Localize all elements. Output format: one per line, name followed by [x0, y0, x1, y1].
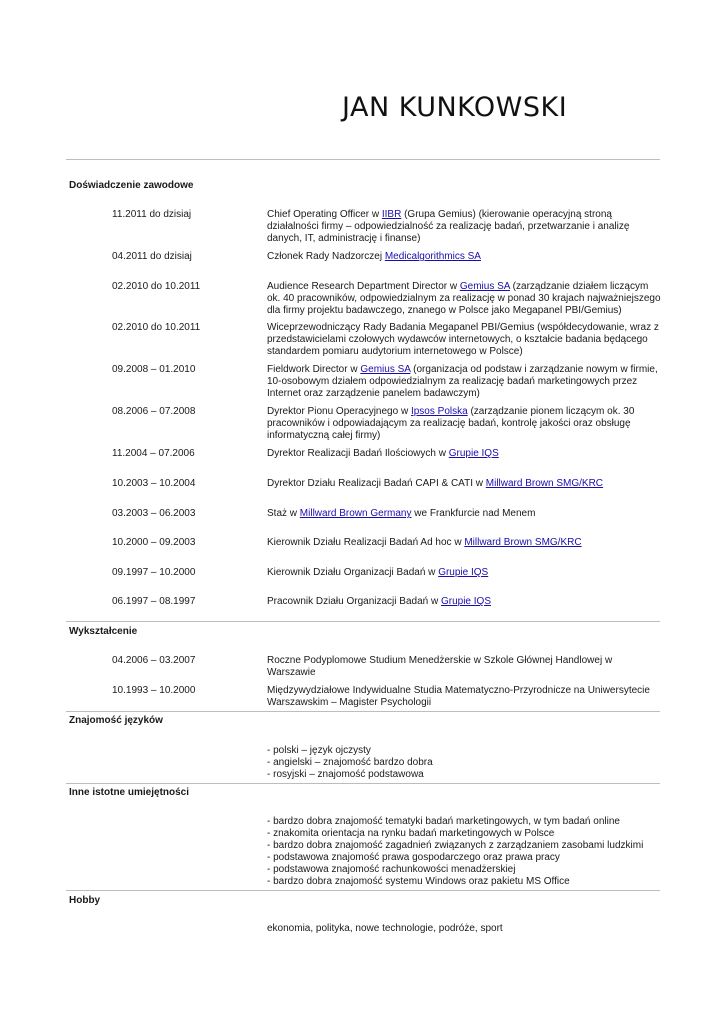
entry-description — [267, 508, 662, 520]
divider — [66, 890, 660, 891]
company-link[interactable]: IIBR — [381, 209, 402, 220]
entry-description — [267, 655, 662, 679]
entry-text: Kierownik Działu Realizacji Badań Ad hoc w — [267, 537, 465, 548]
entry-date: 11.2011 do dzisiaj — [112, 209, 192, 220]
entry-date: 09.2008 – 01.2010 — [112, 364, 196, 375]
list-item: - podstawowa znajomość prawa gospodarczego oraz prawa pracy — [267, 852, 560, 863]
section-title-languages: Znajomość języków — [69, 715, 163, 726]
list-item: - polski – język ojczysty — [267, 745, 371, 756]
entry-description — [267, 281, 662, 317]
company-link[interactable]: Grupie IQS — [438, 567, 489, 578]
entry-text: Dyrektor Działu Realizacji Badań CAPI & CATI w — [267, 478, 486, 489]
section-title-skills: Inne istotne umiejętności — [69, 787, 190, 798]
entry-text: Roczne Podyplomowe Studium Menedżerskie w Szkole Głównej Handlowej w Warszawie — [267, 655, 613, 678]
entry-text: (zarządzanie pionem liczącym ok. 30 pracowników i odpowiadającym za realizację badań, kontrolę jakości oraz obsługę informatyczną całej firmy) — [267, 406, 635, 441]
entry-text: Fieldwork Director w — [267, 364, 361, 375]
entry-date: 10.2000 – 09.2003 — [112, 537, 196, 548]
section-title-hobby: Hobby — [69, 895, 101, 906]
entry-text: Wiceprzewodniczący Rady Badania Megapanel PBI/Gemius (współdecydowanie, wraz z przedstawicielami czołowych wydawców internetowych, o kształcie badania będącego standardem pomiaru audytorium internetowego w Polsce) — [267, 322, 659, 357]
entry-text: we Frankfurcie nad Menem — [411, 508, 536, 519]
company-link[interactable]: Millward Brown SMG/KRC — [485, 478, 604, 489]
entry-date: 10.2003 – 10.2004 — [112, 478, 196, 489]
entry-text: (Grupa Gemius) (kierowanie operacyjną stroną działalności firmy – odpowiedzialność za realizację badań, przetwarzanie i analizę danych, IT, administrację i finanse) — [267, 209, 630, 244]
entry-description — [267, 406, 662, 442]
entry-date: 10.1993 – 10.2000 — [112, 685, 196, 696]
entry-description — [267, 685, 662, 709]
entry-text: (zarządzanie działem liczącym ok. 40 pracowników, odpowiedzialnym za realizację w ponad 30 krajach najważniejszego dla firmy projektu badawczego, znanego w Polsce jako Megapanel PBI/Gemius) — [267, 281, 661, 316]
list-item: - bardzo dobra znajomość systemu Windows oraz pakietu MS Office — [267, 876, 570, 887]
list-item: - znakomita orientacja na rynku badań marketingowych w Polsce — [267, 828, 555, 839]
company-link[interactable]: Grupie IQS — [440, 596, 491, 607]
entry-description — [267, 322, 662, 358]
divider — [66, 783, 660, 784]
entry-text: Dyrektor Realizacji Badań Ilościowych w — [267, 448, 449, 459]
company-link[interactable]: Gemius SA — [459, 281, 510, 292]
entry-text: (organizacja od podstaw i zarządzanie nowym w firmie, 10-osobowym działem odpowiedzialnym za realizację badań marketingowych przez Internet oraz zarządzenie panelem badawczym) — [267, 364, 658, 399]
entry-date: 02.2010 do 10.2011 — [112, 281, 201, 292]
entry-text: Kierownik Działu Organizacji Badań w — [267, 567, 439, 578]
entry-description — [267, 209, 662, 245]
hobby-text: ekonomia, polityka, nowe technologie, podróże, sport — [267, 923, 503, 934]
entry-description — [267, 537, 662, 549]
entry-date: 08.2006 – 07.2008 — [112, 406, 196, 417]
list-item: - rosyjski – znajomość podstawowa — [267, 769, 424, 780]
list-item: - angielski – znajomość bardzo dobra — [267, 757, 433, 768]
entry-date: 06.1997 – 08.1997 — [112, 596, 196, 607]
divider — [66, 621, 660, 622]
entry-date: 09.1997 – 10.2000 — [112, 567, 196, 578]
company-link[interactable]: Medicalgorithmics SA — [384, 251, 481, 262]
entry-text: Pracownik Działu Organizacji Badań w — [267, 596, 441, 607]
entry-description — [267, 448, 662, 460]
entry-text: Staż w — [267, 508, 300, 519]
list-item: - bardzo dobra znajomość zagadnień związanych z zarządzaniem zasobami ludzkimi — [267, 840, 644, 851]
list-item: - bardzo dobra znajomość tematyki badań marketingowych, w tym badań online — [267, 816, 620, 827]
entry-date: 11.2004 – 07.2006 — [112, 448, 195, 459]
languages-list — [267, 745, 662, 781]
entry-text: Międzywydziałowe Indywidualne Studia Matematyczno-Przyrodnicze na Uniwersytecie Warszawskim – Magister Psychologii — [267, 685, 650, 708]
entry-description — [267, 567, 662, 579]
entry-description — [267, 364, 662, 400]
entry-description — [267, 251, 662, 263]
section-title-education: Wykształcenie — [69, 626, 138, 637]
divider — [66, 711, 660, 712]
company-link[interactable]: Grupie IQS — [448, 448, 499, 459]
company-link[interactable]: Ipsos Polska — [410, 406, 468, 417]
entry-date: 04.2011 do dzisiaj — [112, 251, 192, 262]
list-item: - podstawowa znajomość rachunkowości menadżerskiej — [267, 864, 516, 875]
skills-list — [267, 816, 662, 888]
section-title-experience: Doświadczenie zawodowe — [69, 180, 194, 191]
person-name: JAN KUNKOWSKI — [342, 92, 568, 123]
entry-date: 02.2010 do 10.2011 — [112, 322, 201, 333]
entry-date: 04.2006 – 03.2007 — [112, 655, 196, 666]
entry-text: Członek Rady Nadzorczej — [267, 251, 385, 262]
divider — [66, 159, 660, 160]
company-link[interactable]: Millward Brown Germany — [299, 508, 412, 519]
entry-description — [267, 596, 662, 608]
entry-description — [267, 478, 662, 490]
entry-text: Dyrektor Pionu Operacyjnego w — [267, 406, 411, 417]
company-link[interactable]: Gemius SA — [360, 364, 411, 375]
entry-text: Chief Operating Officer w — [267, 209, 382, 220]
company-link[interactable]: Millward Brown SMG/KRC — [464, 537, 582, 548]
entry-date: 03.2003 – 06.2003 — [112, 508, 196, 519]
entry-text: Audience Research Department Director w — [267, 281, 460, 292]
